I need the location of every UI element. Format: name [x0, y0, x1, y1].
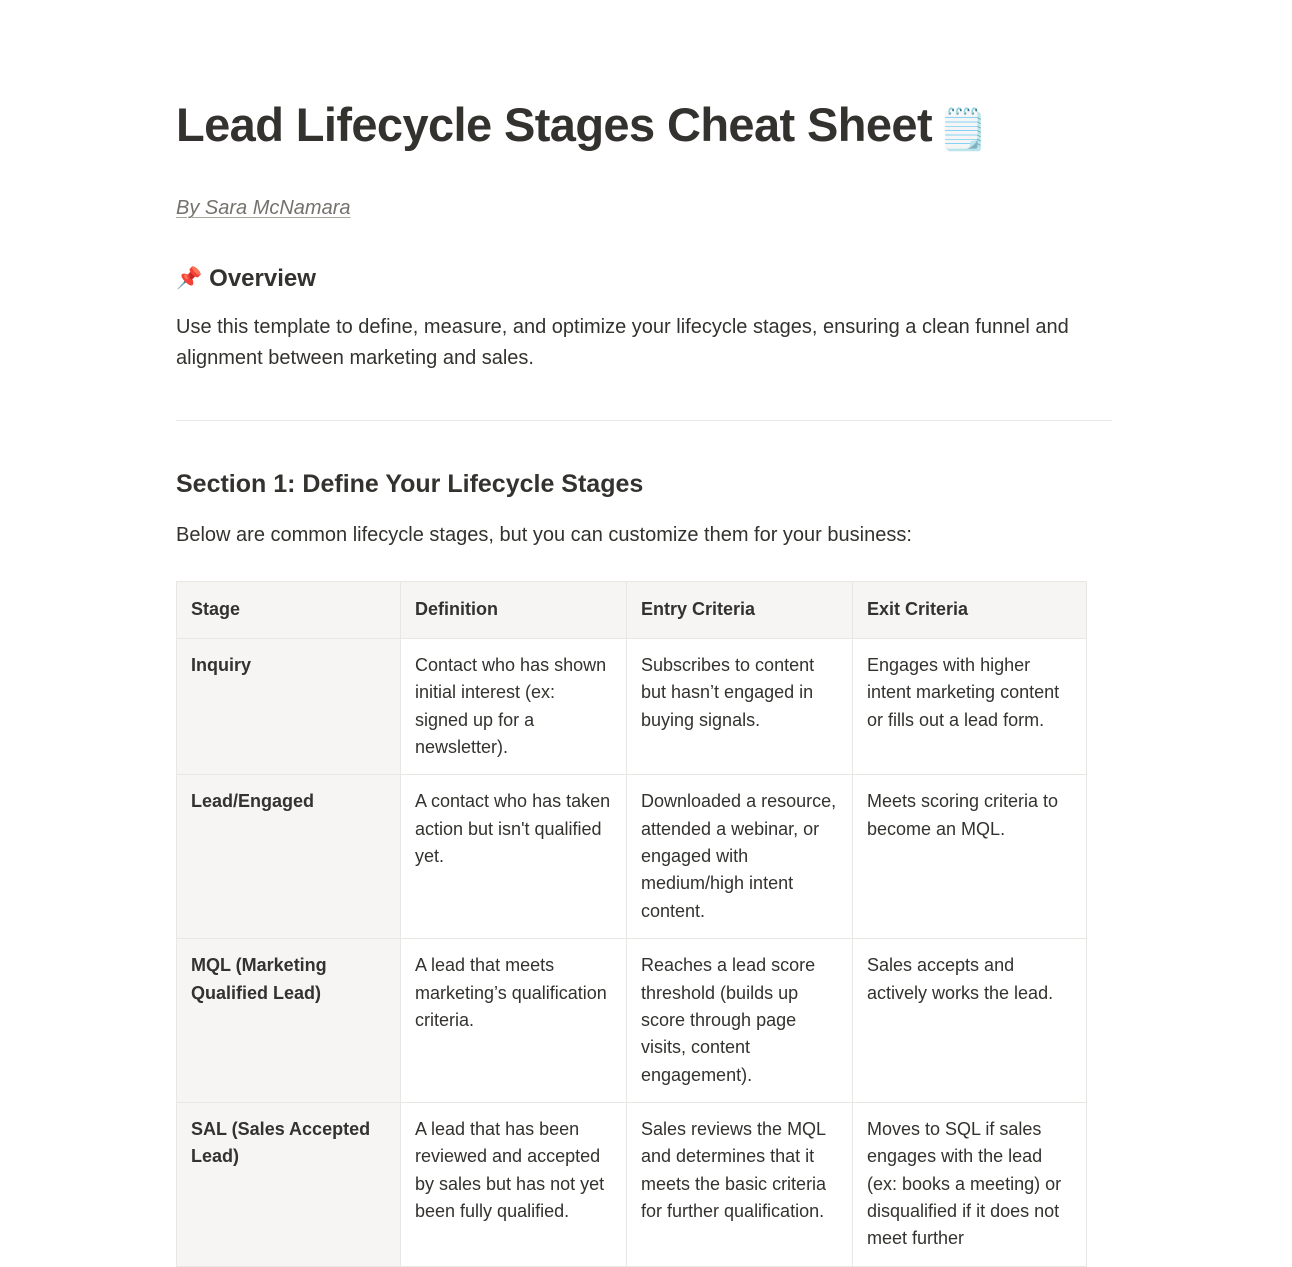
cell-definition: A lead that has been reviewed and accepted by sales but has not yet been fully qualified.: [401, 1102, 627, 1266]
cell-definition: A contact who has taken action but isn't qualified yet.: [401, 775, 627, 939]
table-row: [177, 775, 1087, 939]
table-header-row: [177, 581, 1087, 638]
table-head: [177, 581, 1087, 638]
byline: [176, 153, 1116, 223]
overview-paragraph: Use this template to define, measure, and optimize your lifecycle stages, ensuring a clean funnel and alignment between marketing and sales.: [176, 315, 1069, 369]
byline-author-link[interactable]: By Sara McNamara: [176, 197, 351, 220]
section1-paragraph: Below are common lifecycle stages, but you can customize them for your business:: [176, 523, 912, 546]
cell-exit-criteria: Moves to SQL if sales engages with the lead (ex: books a meeting) or disqualified if it does not meet further: [853, 1102, 1087, 1266]
overview-heading: [176, 223, 1116, 295]
cell-stage: SAL (Sales Accepted Lead): [177, 1102, 401, 1266]
table-row: [177, 638, 1087, 774]
page-title: [176, 0, 1116, 153]
lifecycle-stages-table-wrapper: [176, 550, 1116, 1267]
cell-exit-criteria: Engages with higher intent marketing content or fills out a lead form.: [853, 638, 1087, 774]
cell-stage: MQL (Marketing Qualified Lead): [177, 939, 401, 1103]
cell-entry-criteria: Downloaded a resource, attended a webinar, or engaged with medium/high intent content.: [627, 775, 853, 939]
column-header-stage: Stage: [177, 581, 401, 638]
cell-entry-criteria: Reaches a lead score threshold (builds up score through page visits, content engagement).: [627, 939, 853, 1103]
cell-stage: Lead/Engaged: [177, 775, 401, 939]
table-row: [177, 939, 1087, 1103]
column-header-entry-criteria: Entry Criteria: [627, 581, 853, 638]
column-header-exit-criteria: Exit Criteria: [853, 581, 1087, 638]
pushpin-icon: 📌: [176, 266, 203, 291]
lifecycle-stages-table: [176, 581, 1087, 1267]
spiral-notepad-icon: 🗒️: [938, 107, 988, 153]
cell-definition: A lead that meets marketing’s qualification criteria.: [401, 939, 627, 1103]
cell-stage: Inquiry: [177, 638, 401, 774]
page-title-text: Lead Lifecycle Stages Cheat Sheet: [176, 98, 932, 151]
cell-entry-criteria: Sales reviews the MQL and determines that it meets the basic criteria for further qualification.: [627, 1102, 853, 1266]
overview-heading-text: Overview: [209, 265, 316, 293]
table-row: [177, 1102, 1087, 1266]
cell-entry-criteria: Subscribes to content but hasn’t engaged in buying signals.: [627, 638, 853, 774]
section-divider: [176, 420, 1112, 421]
cell-exit-criteria: Meets scoring criteria to become an MQL.: [853, 775, 1087, 939]
cell-exit-criteria: Sales accepts and actively works the lead.: [853, 939, 1087, 1103]
column-header-definition: Definition: [401, 581, 627, 638]
cell-definition: Contact who has shown initial interest (ex: signed up for a newsletter).: [401, 638, 627, 774]
section1-heading: Section 1: Define Your Lifecycle Stages: [176, 470, 644, 499]
table-body: [177, 638, 1087, 1266]
